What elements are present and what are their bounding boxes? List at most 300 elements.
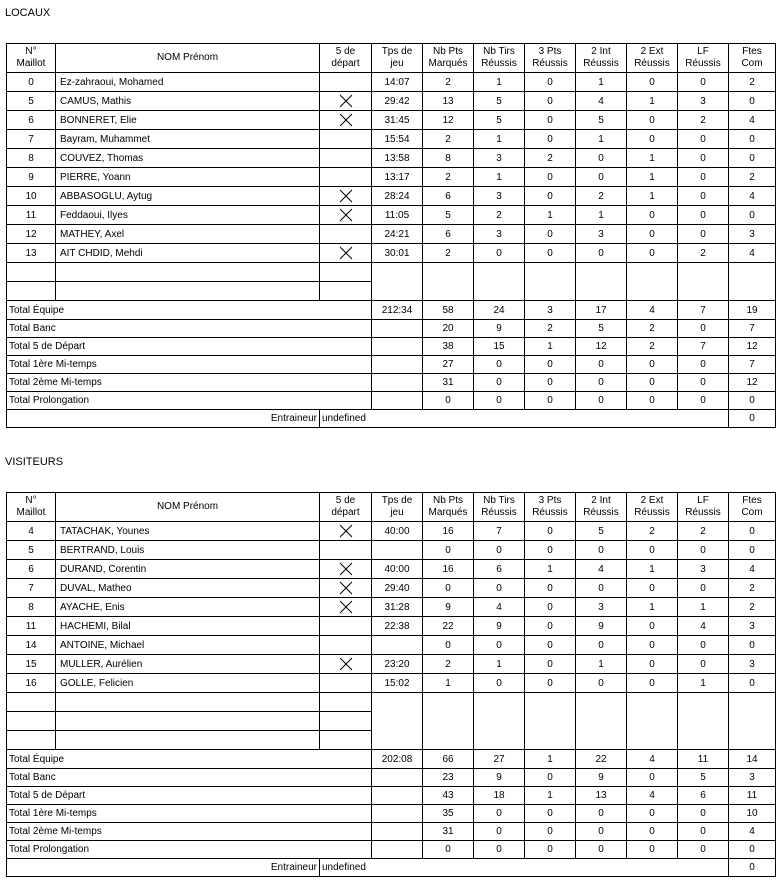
total-shots: 27	[474, 750, 525, 769]
playing-time: 40:00	[372, 560, 423, 579]
stat-fouls: 0	[729, 636, 776, 655]
total-fouls: 7	[729, 356, 776, 374]
stat-shots: 2	[474, 206, 525, 225]
header-line: Nb Pts	[432, 46, 463, 57]
player-name: DUVAL, Matheo	[56, 579, 320, 598]
stat-ft: 0	[678, 636, 729, 655]
playing-time: 15:54	[372, 130, 423, 149]
playing-time: 29:42	[372, 92, 423, 111]
header-line: 5 de	[335, 46, 356, 57]
stat-pts: 2	[423, 655, 474, 674]
stat-int2: 0	[576, 168, 627, 187]
empty-cell	[627, 282, 678, 301]
starter-cell	[320, 149, 372, 168]
empty-cell	[320, 263, 372, 282]
total-ext2: 0	[627, 374, 678, 392]
player-row	[7, 187, 776, 206]
col-header-shots	[474, 44, 525, 73]
header-line: Nb Tirs	[483, 46, 515, 57]
coach-name: undefined	[320, 859, 729, 877]
stat-int2: 0	[576, 579, 627, 598]
stat-fouls: 2	[729, 598, 776, 617]
stat-ext2: 0	[627, 579, 678, 598]
empty-cell	[576, 263, 627, 282]
stat-ext2: 0	[627, 655, 678, 674]
empty-cell	[56, 693, 320, 712]
header-line: Réussis	[532, 507, 568, 518]
total-ext2: 4	[627, 787, 678, 805]
col-header-2int	[576, 44, 627, 73]
header-line: Réussis	[685, 58, 721, 69]
stat-pts: 0	[423, 636, 474, 655]
stat-shots: 3	[474, 187, 525, 206]
starter-cross-icon	[339, 189, 353, 203]
header-line: 2 Int	[591, 46, 611, 57]
total-p3: 1	[525, 338, 576, 356]
stat-fouls: 0	[729, 522, 776, 541]
total-shots: 9	[474, 769, 525, 787]
stat-shots: 1	[474, 168, 525, 187]
player-name: HACHEMI, Bilal	[56, 617, 320, 636]
stat-ft: 2	[678, 244, 729, 263]
total-pts: 31	[423, 823, 474, 841]
total-p3: 0	[525, 805, 576, 823]
stat-ext2: 1	[627, 560, 678, 579]
empty-cell	[56, 263, 320, 282]
total-ft: 0	[678, 823, 729, 841]
stat-pts: 2	[423, 73, 474, 92]
total-label: Total Équipe	[7, 301, 372, 320]
total-fouls: 12	[729, 374, 776, 392]
total-fouls: 14	[729, 750, 776, 769]
col-header-name: NOM Prénom	[56, 44, 320, 73]
starter-cell	[320, 541, 372, 560]
stat-ext2: 0	[627, 636, 678, 655]
header-line: Réussis	[634, 507, 670, 518]
stat-ext2: 0	[627, 206, 678, 225]
empty-cell	[423, 282, 474, 301]
header-line: 2 Ext	[640, 46, 664, 57]
header-line: N°	[25, 495, 37, 506]
stat-ft: 0	[678, 149, 729, 168]
col-header-ft	[678, 44, 729, 73]
stat-int2: 3	[576, 225, 627, 244]
total-int2: 5	[576, 320, 627, 338]
empty-cell	[423, 693, 474, 712]
stat-ext2: 0	[627, 244, 678, 263]
playing-time: 13:17	[372, 168, 423, 187]
total-ext2: 0	[627, 356, 678, 374]
stat-ft: 0	[678, 73, 729, 92]
stat-ft: 2	[678, 522, 729, 541]
total-shots: 24	[474, 301, 525, 320]
stat-ft: 0	[678, 541, 729, 560]
stat-p3: 0	[525, 73, 576, 92]
empty-player-row	[7, 712, 776, 731]
starter-cross-icon	[339, 246, 353, 260]
stat-p3: 0	[525, 579, 576, 598]
col-header-pts	[423, 493, 474, 522]
jersey-number: 8	[7, 149, 56, 168]
stat-shots: 7	[474, 522, 525, 541]
stat-p3: 0	[525, 617, 576, 636]
stat-fouls: 4	[729, 187, 776, 206]
empty-cell	[474, 712, 525, 731]
empty-cell	[729, 693, 776, 712]
player-row	[7, 560, 776, 579]
total-int2: 0	[576, 805, 627, 823]
total-int2: 9	[576, 769, 627, 787]
col-header-2int	[576, 493, 627, 522]
total-label: Total 1ère Mi-temps	[7, 356, 372, 374]
player-name: BERTRAND, Louis	[56, 541, 320, 560]
stat-ft: 4	[678, 617, 729, 636]
empty-cell	[372, 693, 423, 712]
total-row	[7, 320, 776, 338]
header-line: 2 Int	[591, 495, 611, 506]
total-time: 212:34	[372, 301, 423, 320]
total-int2: 0	[576, 392, 627, 410]
total-row	[7, 392, 776, 410]
header-line: 3 Pts	[538, 495, 562, 506]
total-ft: 7	[678, 301, 729, 320]
jersey-number: 9	[7, 168, 56, 187]
jersey-number: 11	[7, 617, 56, 636]
col-header-ft	[678, 493, 729, 522]
total-fouls: 0	[729, 392, 776, 410]
total-fouls: 10	[729, 805, 776, 823]
empty-player-row	[7, 693, 776, 712]
stat-p3: 0	[525, 655, 576, 674]
stat-pts: 0	[423, 579, 474, 598]
playing-time: 23:20	[372, 655, 423, 674]
jersey-number: 11	[7, 206, 56, 225]
starter-cross-icon	[339, 562, 353, 576]
jersey-number: 16	[7, 674, 56, 693]
stat-pts: 12	[423, 111, 474, 130]
jersey-number: 6	[7, 111, 56, 130]
total-pts: 0	[423, 392, 474, 410]
total-int2: 0	[576, 823, 627, 841]
stat-p3: 0	[525, 244, 576, 263]
starter-cell	[320, 617, 372, 636]
empty-cell	[320, 731, 372, 750]
empty-cell	[56, 731, 320, 750]
col-header-start	[320, 44, 372, 73]
player-name: ABBASOGLU, Aytug	[56, 187, 320, 206]
empty-cell	[474, 731, 525, 750]
stat-ft: 0	[678, 130, 729, 149]
stat-shots: 0	[474, 244, 525, 263]
player-name: PIERRE, Yoann	[56, 168, 320, 187]
empty-player-row	[7, 282, 776, 301]
stat-shots: 4	[474, 598, 525, 617]
empty-player-row	[7, 263, 776, 282]
total-ext2: 0	[627, 769, 678, 787]
stat-int2: 0	[576, 149, 627, 168]
empty-cell	[627, 693, 678, 712]
empty-cell	[423, 731, 474, 750]
total-row	[7, 787, 776, 805]
header-line: Tps de	[381, 46, 413, 57]
total-ft: 11	[678, 750, 729, 769]
starter-cell	[320, 598, 372, 617]
total-pts: 58	[423, 301, 474, 320]
stat-fouls: 3	[729, 655, 776, 674]
total-ft: 0	[678, 356, 729, 374]
header-line: Réussis	[481, 507, 517, 518]
stat-p3: 0	[525, 522, 576, 541]
starter-cell	[320, 244, 372, 263]
stat-fouls: 0	[729, 541, 776, 560]
stat-p3: 1	[525, 206, 576, 225]
playing-time: 15:02	[372, 674, 423, 693]
total-fouls: 12	[729, 338, 776, 356]
total-label: Total 2ème Mi-temps	[7, 374, 372, 392]
stat-ext2: 1	[627, 168, 678, 187]
header-line: Maillot	[16, 58, 46, 69]
header-line: Tps de	[381, 495, 413, 506]
player-row	[7, 541, 776, 560]
empty-cell	[525, 263, 576, 282]
empty-cell	[525, 282, 576, 301]
stat-int2: 0	[576, 674, 627, 693]
playing-time	[372, 541, 423, 560]
jersey-number: 6	[7, 560, 56, 579]
col-header-3pts	[525, 493, 576, 522]
playing-time: 29:40	[372, 579, 423, 598]
total-int2: 0	[576, 374, 627, 392]
starter-cross-icon	[339, 581, 353, 595]
stat-fouls: 0	[729, 130, 776, 149]
col-header-num	[7, 44, 56, 73]
total-p3: 0	[525, 392, 576, 410]
header-line: Com	[741, 507, 763, 518]
empty-cell	[372, 712, 423, 731]
stat-int2: 1	[576, 206, 627, 225]
total-ext2: 0	[627, 392, 678, 410]
stat-fouls: 2	[729, 168, 776, 187]
stat-int2: 0	[576, 636, 627, 655]
stat-int2: 3	[576, 598, 627, 617]
player-row	[7, 522, 776, 541]
total-pts: 31	[423, 374, 474, 392]
empty-cell	[576, 731, 627, 750]
total-label: Total Prolongation	[7, 392, 372, 410]
total-p3: 0	[525, 823, 576, 841]
player-name: GOLLE, Felicien	[56, 674, 320, 693]
total-int2: 12	[576, 338, 627, 356]
player-row	[7, 111, 776, 130]
stat-fouls: 4	[729, 244, 776, 263]
col-header-shots	[474, 493, 525, 522]
stat-ext2: 1	[627, 149, 678, 168]
total-label: Total 1ère Mi-temps	[7, 805, 372, 823]
header-line: Réussis	[532, 58, 568, 69]
total-label: Total Banc	[7, 320, 372, 338]
stat-int2: 5	[576, 522, 627, 541]
total-label: Total Banc	[7, 769, 372, 787]
stat-int2: 0	[576, 541, 627, 560]
header-line: Réussis	[583, 507, 619, 518]
stat-fouls: 2	[729, 73, 776, 92]
stat-ft: 2	[678, 111, 729, 130]
starter-cell	[320, 560, 372, 579]
header-line: Marqués	[428, 507, 468, 518]
stat-pts: 22	[423, 617, 474, 636]
total-row	[7, 805, 776, 823]
col-header-fouls	[729, 44, 776, 73]
jersey-number: 12	[7, 225, 56, 244]
home-section-title: LOCAUX	[5, 7, 51, 19]
starter-cross-icon	[339, 600, 353, 614]
stat-ext2: 1	[627, 187, 678, 206]
header-line: N°	[25, 46, 37, 57]
empty-cell	[320, 282, 372, 301]
stat-fouls: 4	[729, 560, 776, 579]
stat-pts: 16	[423, 560, 474, 579]
empty-cell	[525, 693, 576, 712]
stat-ext2: 0	[627, 617, 678, 636]
total-int2: 22	[576, 750, 627, 769]
starter-cell	[320, 187, 372, 206]
header-line: départ	[331, 507, 360, 518]
empty-cell	[320, 712, 372, 731]
stat-fouls: 3	[729, 225, 776, 244]
total-row	[7, 338, 776, 356]
stat-pts: 2	[423, 168, 474, 187]
stat-shots: 0	[474, 541, 525, 560]
stat-pts: 13	[423, 92, 474, 111]
stat-int2: 9	[576, 617, 627, 636]
total-row	[7, 769, 776, 787]
header-line: Nb Pts	[432, 495, 463, 506]
stat-shots: 1	[474, 655, 525, 674]
header-line: départ	[331, 58, 360, 69]
empty-cell	[372, 263, 423, 282]
total-time: 202:08	[372, 750, 423, 769]
total-fouls: 11	[729, 787, 776, 805]
total-ext2: 2	[627, 338, 678, 356]
starter-cell	[320, 92, 372, 111]
playing-time: 28:24	[372, 187, 423, 206]
player-row	[7, 617, 776, 636]
header-line: Marqués	[428, 58, 468, 69]
total-fouls: 0	[729, 841, 776, 859]
col-header-fouls	[729, 493, 776, 522]
stat-shots: 6	[474, 560, 525, 579]
header-line: Com	[741, 58, 763, 69]
stat-ft: 3	[678, 92, 729, 111]
total-row	[7, 356, 776, 374]
total-pts: 23	[423, 769, 474, 787]
playing-time: 30:01	[372, 244, 423, 263]
col-header-pts	[423, 44, 474, 73]
empty-cell	[474, 263, 525, 282]
stat-pts: 5	[423, 206, 474, 225]
empty-cell	[729, 731, 776, 750]
total-label: Total 2ème Mi-temps	[7, 823, 372, 841]
total-p3: 0	[525, 769, 576, 787]
total-label: Total 5 de Départ	[7, 787, 372, 805]
total-time	[372, 841, 423, 859]
player-row	[7, 206, 776, 225]
jersey-number: 7	[7, 579, 56, 598]
stat-pts: 6	[423, 187, 474, 206]
col-header-2ext	[627, 493, 678, 522]
stat-p3: 2	[525, 149, 576, 168]
player-row	[7, 674, 776, 693]
empty-cell	[729, 282, 776, 301]
stat-p3: 0	[525, 111, 576, 130]
stat-ext2: 1	[627, 92, 678, 111]
total-pts: 0	[423, 841, 474, 859]
player-row	[7, 244, 776, 263]
stat-int2: 1	[576, 130, 627, 149]
player-name: COUVEZ, Thomas	[56, 149, 320, 168]
total-ft: 5	[678, 769, 729, 787]
total-label: Total 5 de Départ	[7, 338, 372, 356]
stat-ft: 1	[678, 598, 729, 617]
total-time	[372, 787, 423, 805]
starter-cell	[320, 674, 372, 693]
stat-shots: 5	[474, 92, 525, 111]
stat-pts: 9	[423, 598, 474, 617]
player-row	[7, 149, 776, 168]
total-pts: 38	[423, 338, 474, 356]
empty-cell	[525, 712, 576, 731]
empty-cell	[576, 693, 627, 712]
player-row	[7, 598, 776, 617]
total-pts: 20	[423, 320, 474, 338]
total-shots: 9	[474, 320, 525, 338]
player-row	[7, 92, 776, 111]
total-fouls: 4	[729, 823, 776, 841]
empty-cell	[576, 712, 627, 731]
total-p3: 0	[525, 356, 576, 374]
player-name: CAMUS, Mathis	[56, 92, 320, 111]
empty-cell	[678, 712, 729, 731]
player-name: MULLER, Aurélien	[56, 655, 320, 674]
stat-fouls: 0	[729, 92, 776, 111]
stat-fouls: 0	[729, 674, 776, 693]
header-line: LF	[697, 46, 709, 57]
empty-cell	[729, 712, 776, 731]
header-line: Maillot	[16, 507, 46, 518]
stat-shots: 0	[474, 579, 525, 598]
empty-cell	[56, 712, 320, 731]
coach-label: Entraineur	[7, 859, 320, 877]
stat-ext2: 0	[627, 674, 678, 693]
col-header-num	[7, 493, 56, 522]
stat-ext2: 0	[627, 73, 678, 92]
empty-cell	[7, 731, 56, 750]
stat-p3: 0	[525, 168, 576, 187]
starter-cell	[320, 73, 372, 92]
player-name: BONNERET, Elie	[56, 111, 320, 130]
total-time	[372, 805, 423, 823]
total-shots: 18	[474, 787, 525, 805]
total-fouls: 19	[729, 301, 776, 320]
player-name: Bayram, Muhammet	[56, 130, 320, 149]
total-ext2: 0	[627, 805, 678, 823]
starter-cell	[320, 636, 372, 655]
stat-pts: 0	[423, 541, 474, 560]
playing-time: 22:38	[372, 617, 423, 636]
playing-time: 31:45	[372, 111, 423, 130]
total-pts: 66	[423, 750, 474, 769]
empty-cell	[729, 263, 776, 282]
